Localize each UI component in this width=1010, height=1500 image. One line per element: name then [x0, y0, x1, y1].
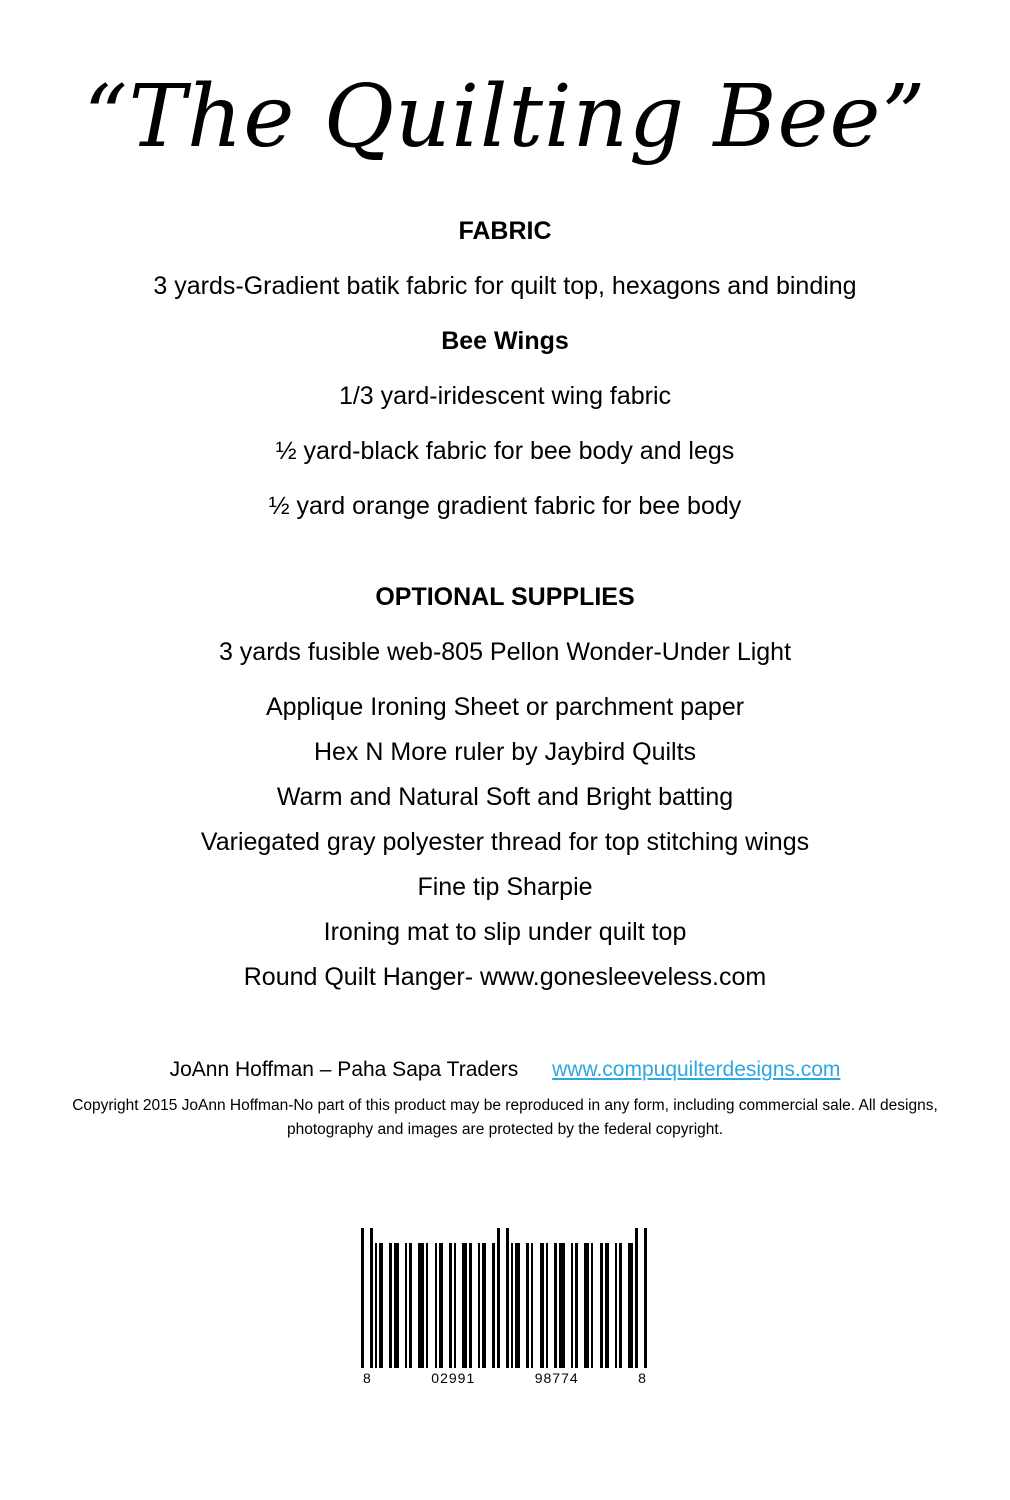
- website-link[interactable]: www.compuquilterdesigns.com: [552, 1057, 841, 1081]
- optional-item: Hex N More ruler by Jaybird Quilts: [313, 737, 697, 766]
- credits-line: [0, 1058, 1010, 1082]
- page-title: “The Quilting Bee”: [83, 67, 927, 167]
- optional-item: Round Quilt Hanger- www.gonesleeveless.com: [243, 962, 767, 991]
- optional-item: Fine tip Sharpie: [417, 872, 593, 901]
- barcode-group-1: 02991: [431, 1370, 476, 1386]
- optional-item: 3 yards fusible web-805 Pellon Wonder-Under Light: [218, 637, 792, 666]
- fabric-item: ½ yard-black fabric for bee body and legs: [275, 436, 735, 465]
- bee-wings-subheading: Bee Wings: [441, 326, 569, 355]
- optional-supplies-section: [0, 583, 1010, 992]
- optional-item: Variegated gray polyester thread for top stitching wings: [200, 827, 810, 856]
- fabric-section: [0, 217, 1010, 521]
- barcode-numbers: [363, 1370, 647, 1386]
- fabric-heading: FABRIC: [458, 216, 552, 245]
- optional-item: Ironing mat to slip under quilt top: [323, 917, 687, 946]
- fabric-item: ½ yard orange gradient fabric for bee body: [268, 491, 742, 520]
- barcode: [0, 1228, 1010, 1386]
- fabric-item: 1/3 yard-iridescent wing fabric: [338, 381, 672, 410]
- barcode-group-2: 98774: [534, 1370, 579, 1386]
- author-name: JoAnn Hoffman – Paha Sapa Traders: [169, 1057, 519, 1081]
- barcode-right-digit: 8: [638, 1370, 647, 1386]
- optional-supplies-heading: OPTIONAL SUPPLIES: [375, 582, 635, 611]
- barcode-left-digit: 8: [363, 1370, 372, 1386]
- barcode-bars: [361, 1228, 649, 1368]
- optional-item: Applique Ironing Sheet or parchment paper: [265, 692, 745, 721]
- copyright-notice: Copyright 2015 JoAnn Hoffman-No part of this product may be reproduced in any form, including commercial sale. All designs, photography and images are protected by the federal copyright.: [72, 1096, 938, 1138]
- optional-item: Warm and Natural Soft and Bright batting: [276, 782, 734, 811]
- fabric-item: 3 yards-Gradient batik fabric for quilt top, hexagons and binding: [153, 271, 857, 300]
